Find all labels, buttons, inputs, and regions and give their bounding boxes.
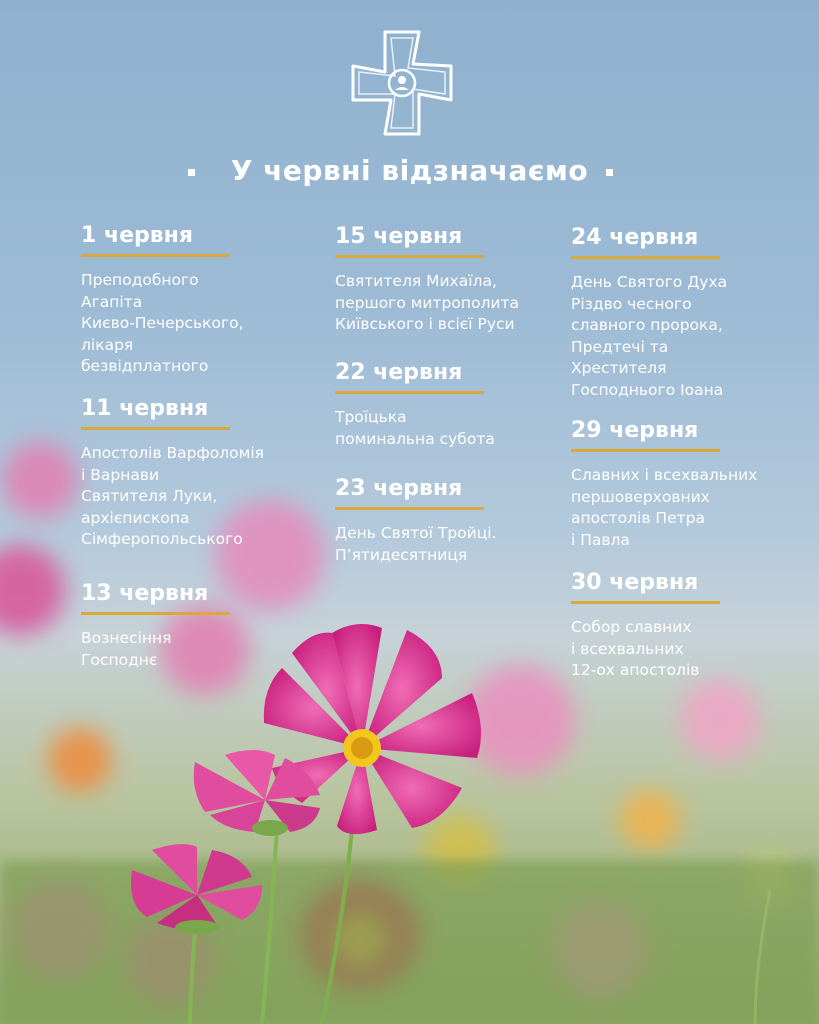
event-description: Славних і всехвальних першоверховних апостолів Петра і Павла bbox=[571, 466, 758, 549]
title-bullet-right bbox=[606, 169, 613, 176]
event-date: 30 червня bbox=[571, 570, 699, 595]
event-june-13 bbox=[81, 580, 321, 671]
date-underline bbox=[81, 254, 230, 257]
event-description: Апостолів Варфоломія і Варнави Святителя Луки, архієпископа Сімферопольського bbox=[81, 444, 264, 548]
event-june-15 bbox=[335, 223, 560, 336]
date-underline bbox=[335, 255, 484, 258]
event-description: Святителя Михаїла, першого митрополита Київського і всієї Руси bbox=[335, 272, 519, 333]
event-description: Вознесіння Господнє bbox=[81, 629, 172, 669]
ornate-cross-icon bbox=[347, 28, 457, 138]
event-date: 1 червня bbox=[81, 223, 193, 248]
event-description: День Святої Тройці. П’ятидесятниця bbox=[335, 524, 497, 564]
event-june-30 bbox=[571, 569, 801, 682]
event-june-24 bbox=[571, 224, 801, 401]
date-underline bbox=[81, 427, 230, 430]
date-underline bbox=[335, 391, 484, 394]
event-date: 24 червня bbox=[571, 225, 699, 250]
event-june-29 bbox=[571, 417, 801, 551]
event-june-22 bbox=[335, 359, 560, 450]
event-description: Троїцька поминальна субота bbox=[335, 408, 495, 448]
event-june-23 bbox=[335, 475, 560, 566]
date-underline bbox=[571, 601, 720, 604]
title-row bbox=[0, 150, 819, 194]
event-date: 22 червня bbox=[335, 360, 463, 385]
event-description: День Святого Духа Різдво чесного славного пророка, Предтечі та Хрестителя Господнього Іоана bbox=[571, 273, 728, 399]
page-title: У червні відзначаємо bbox=[230, 154, 589, 187]
date-underline bbox=[81, 612, 230, 615]
event-june-11 bbox=[81, 395, 321, 551]
event-date: 11 червня bbox=[81, 396, 209, 421]
event-date: 29 червня bbox=[571, 418, 699, 443]
event-date: 13 червня bbox=[81, 581, 209, 606]
event-date: 15 червня bbox=[335, 224, 463, 249]
event-june-1 bbox=[81, 222, 321, 378]
event-date: 23 червня bbox=[335, 476, 463, 501]
date-underline bbox=[571, 256, 720, 259]
event-description: Преподобного Агапіта Києво-Печерського, лікаря безвідплатного bbox=[81, 271, 244, 375]
event-description: Собор славних і всехвальних 12-ох апостолів bbox=[571, 618, 700, 679]
date-underline bbox=[335, 507, 484, 510]
date-underline bbox=[571, 449, 720, 452]
